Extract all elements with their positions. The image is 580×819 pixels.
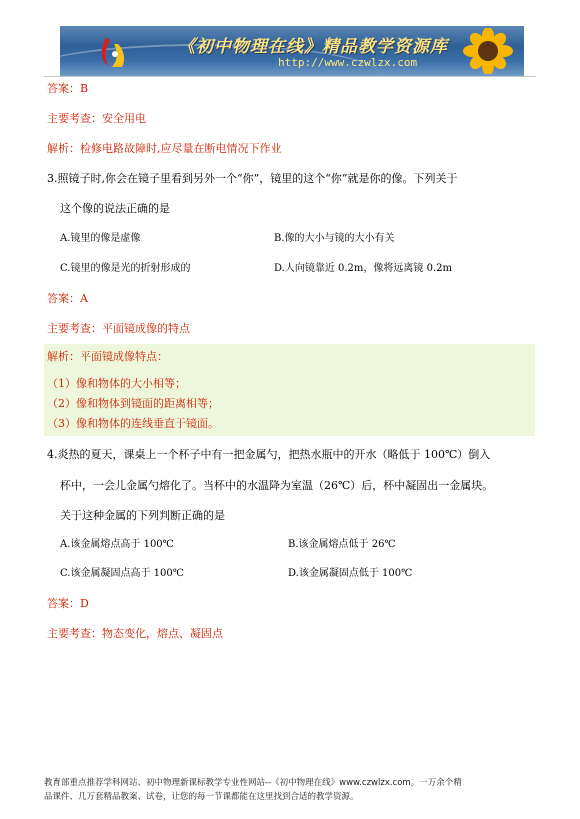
q4-option-c: C.该金属凝固点高于 100℃: [60, 568, 184, 579]
q3-analysis-point-3: （3）像和物体的连线垂直于镜面。: [47, 417, 219, 430]
q3-analysis-title: 解析：平面镜成像特点：: [47, 350, 168, 363]
q3-analysis-point-2: （2）像和物体到镜面的距离相等；: [47, 397, 219, 410]
q3-option-b: B.像的大小与镜的大小有关: [274, 233, 395, 244]
banner-url[interactable]: http://www.czwlzx.com: [278, 56, 418, 69]
q3-answer: 答案：A: [47, 292, 88, 305]
q3-option-d: D.人向镜靠近 0.2m，像将远离镜 0.2m: [274, 263, 452, 274]
q4-option-d: D.该金属凝固点低于 100℃: [288, 568, 413, 579]
q4-stem-line-2: 杯中，一会儿金属勺熔化了。当杯中的水温降为室温（26℃）后，杯中凝固出一金属块。: [60, 479, 494, 492]
analysis-prev: 解析：检修电路故障时,应尽量在断电情况下作业: [47, 142, 282, 155]
q4-option-a: A.该金属熔点高于 100℃: [60, 539, 174, 550]
footer-line-1: 教育部重点推荐学科网站、初中物理新课标教学专业性网站--《初中物理在线》www.czwlzx.com。一万余个精: [44, 778, 462, 788]
q4-stem-line-1: 4.炎热的夏天，课桌上一个杯子中有一把金属勺，把热水瓶中的开水（略低于 100℃）倒入: [47, 448, 491, 461]
q4-topic: 主要考查：物态变化，熔点、凝固点: [47, 627, 223, 640]
q3-stem-line-2: 这个像的说法正确的是: [60, 202, 170, 215]
page-footer: [44, 776, 538, 804]
q3-topic: 主要考查：平面镜成像的特点: [47, 322, 190, 335]
footer-line-2: 品课件、几万套精品教案、试卷，让您的每一节课都能在这里找到合适的教学资源。: [44, 792, 359, 802]
header-divider: [44, 76, 536, 77]
q3-option-a: A.镜里的像是虚像: [60, 233, 141, 244]
q3-analysis-point-1: （1）像和物体的大小相等；: [47, 377, 186, 390]
banner-title: 《初中物理在线》精品教学资源库: [178, 37, 448, 57]
q4-stem-line-3: 关于这种金属的下列判断正确的是: [60, 509, 225, 522]
topic-prev: 主要考查：安全用电: [47, 112, 146, 125]
sunflower-icon: [458, 28, 518, 74]
answer-prev: 答案：B: [47, 82, 89, 95]
q4-answer: 答案：D: [47, 597, 89, 610]
header-banner: [60, 26, 524, 76]
site-logo-icon: [96, 34, 130, 70]
q3-stem-line-1: 3.照镜子时,你会在镜子里看到另外一个“你”，镜里的这个“你”就是你的像。下列关于: [47, 172, 458, 185]
q4-option-b: B.该金属熔点低于 26℃: [288, 539, 396, 550]
q3-option-c: C.镜里的像是光的折射形成的: [60, 263, 191, 274]
